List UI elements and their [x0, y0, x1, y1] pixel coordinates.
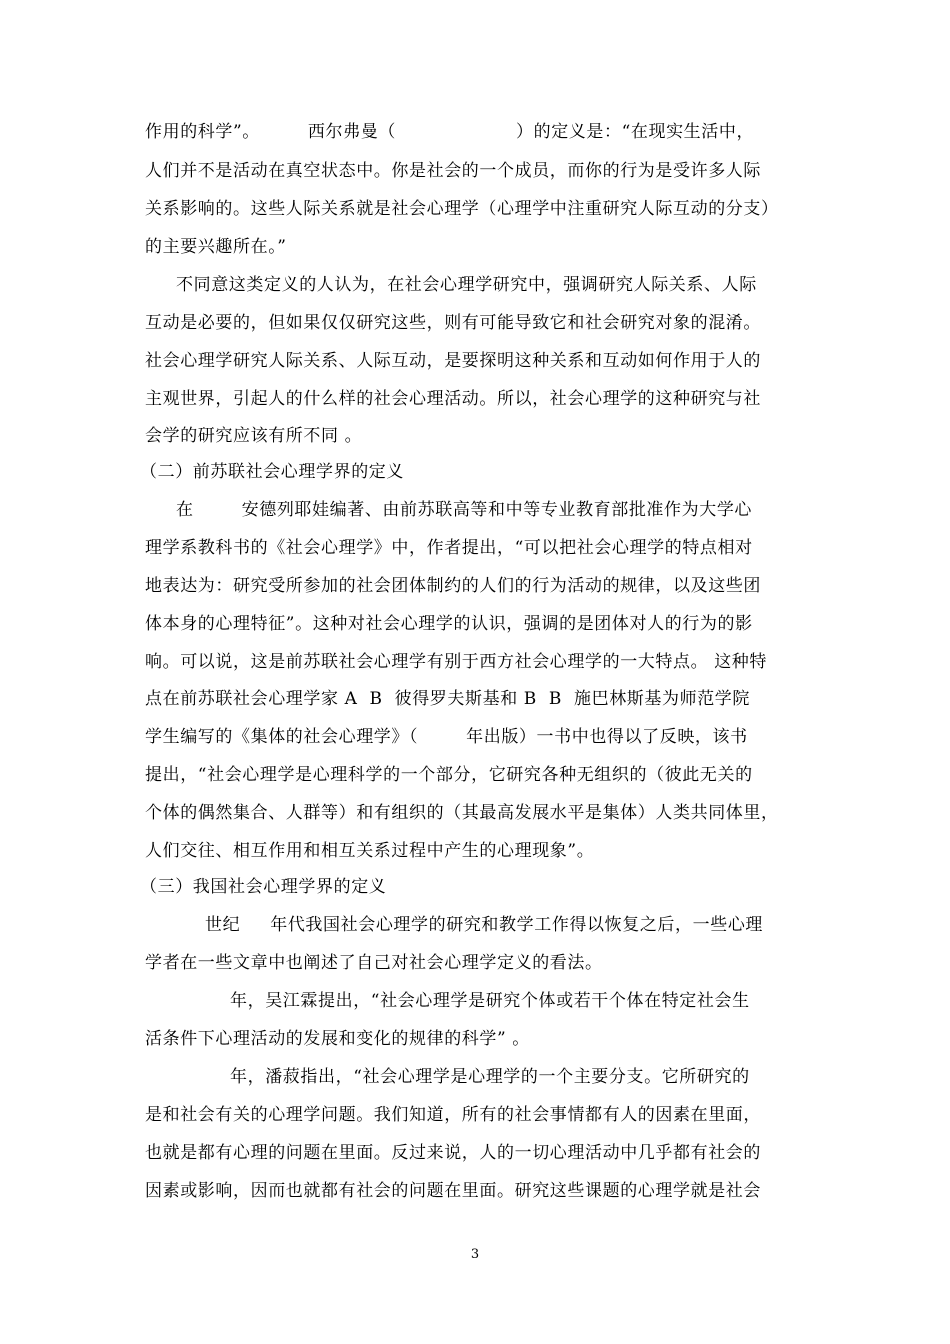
text-line: 提出，“社会心理学是心理科学的一个部分，它研究各种无组织的（彼此无关的 — [145, 765, 753, 785]
text-line: 世纪 年代我国社会心理学的研究和教学工作得以恢复之后，一些心理 — [205, 915, 764, 935]
text-line: 主观世界，引起人的什么样的社会心理活动。所以，社会心理学的这种研究与社 — [145, 389, 761, 409]
text-line: 体本身的心理特征”。这种对社会心理学的认识，强调的是团体对人的行为的影 — [145, 614, 753, 634]
text-line: 活条件下心理活动的发展和变化的规律的科学” 。 — [145, 1029, 530, 1049]
text-line: 关系影响的。这些人际关系就是社会心理学（心理学中注重研究人际互动的分支） — [145, 199, 779, 219]
text-line: 年，潘菽指出，“社会心理学是心理学的一个主要分支。它所研究的 — [230, 1067, 750, 1087]
text-line: 会学的研究应该有所不同 。 — [145, 426, 363, 446]
text-line: 的主要兴趣所在。” — [145, 237, 287, 257]
text-line: 是和社会有关的心理学问题。我们知道，所有的社会事情都有人的因素在里面， — [145, 1105, 761, 1125]
text-line: 点在前苏联社会心理学家 A B 彼得罗夫斯基和 B B 施巴林斯基为师范学院 — [145, 689, 750, 709]
text-line: 地表达为：研究受所参加的社会团体制约的人们的行为活动的规律，以及这些团 — [145, 576, 761, 596]
text-line: 人们并不是活动在真空状态中。你是社会的一个成员，而你的行为是受许多人际 — [145, 161, 761, 181]
text-line: 社会心理学研究人际关系、人际互动，是要探明这种关系和互动如何作用于人的 — [145, 351, 761, 371]
section-heading: （三）我国社会心理学界的定义 — [140, 877, 387, 897]
section-heading: （二）前苏联社会心理学界的定义 — [140, 462, 404, 482]
text-line: 作用的科学”。 西尔弗曼（ ）的定义是：“在现实生活中， — [145, 122, 755, 142]
text-line: 响。可以说，这是前苏联社会心理学有别于西方社会心理学的一大特点。 这种特 — [145, 652, 768, 672]
text-line: 学生编写的《集体的社会心理学》（ 年出版）一书中也得以了反映，该书 — [145, 727, 748, 747]
text-line: 互动是必要的，但如果仅仅研究这些，则有可能导致它和社会研究对象的混淆。 — [145, 313, 761, 333]
text-line: 在 安德列耶娃编著、由前苏联高等和中等专业教育部批准作为大学心 — [176, 500, 753, 520]
text-line: 人们交往、相互作用和相互关系过程中产生的心理现象”。 — [145, 841, 595, 861]
text-line: 不同意这类定义的人认为，在社会心理学研究中，强调研究人际关系、人际 — [176, 275, 757, 295]
page-number: 3 — [470, 1247, 480, 1262]
text-line: 学者在一些文章中也阐述了自己对社会心理学定义的看法。 — [145, 953, 603, 973]
text-line: 因素或影响，因而也就都有社会的问题在里面。研究这些课题的心理学就是社会 — [145, 1181, 761, 1201]
text-line: 个体的偶然集合、人群等）和有组织的（其最高发展水平是集体）人类共同体里， — [145, 803, 779, 823]
text-line: 年，吴江霖提出，“社会心理学是研究个体或若干个体在特定社会生 — [230, 991, 750, 1011]
text-line: 也就是都有心理的问题在里面。反过来说，人的一切心理活动中几乎都有社会的 — [145, 1143, 761, 1163]
text-line: 理学系教科书的《社会心理学》中，作者提出，“可以把社会心理学的特点相对 — [145, 538, 753, 558]
